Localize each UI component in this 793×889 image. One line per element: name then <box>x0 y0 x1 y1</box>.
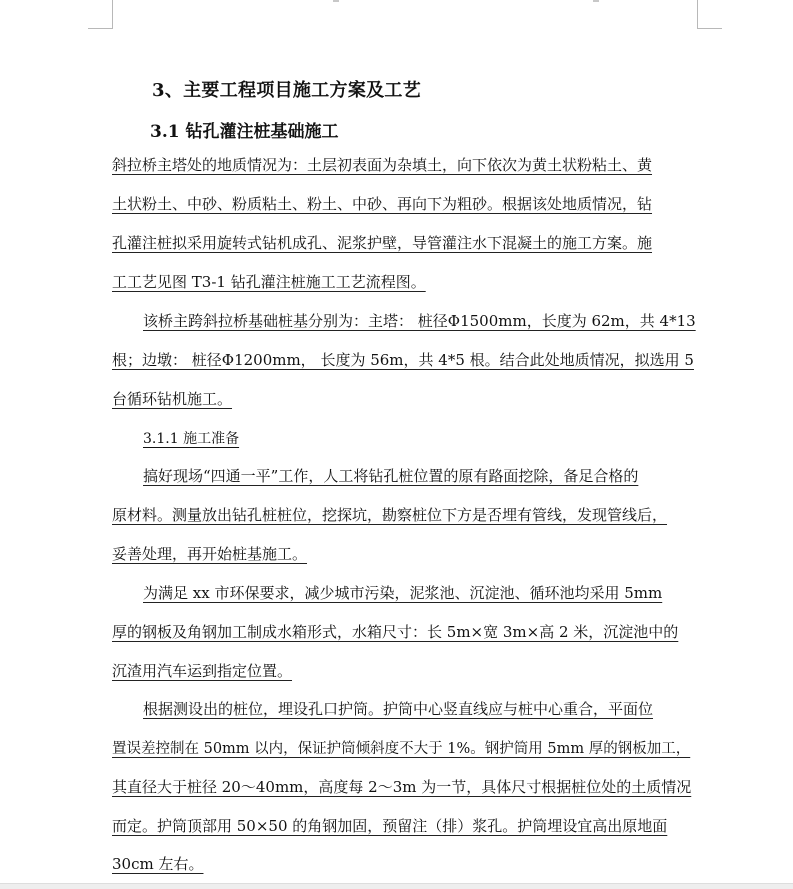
heading-section-3-1: 3.1 钻孔灌注桩基础施工 <box>150 122 339 142</box>
paragraph-line: 根据测设出的桩位，埋设孔口护筒。护筒中心竖直线应与桩中心重合，平面位 <box>143 700 654 718</box>
paragraph-line: 孔灌注桩拟采用旋转式钻机成孔、泥浆护壁，导管灌注水下混凝土的施工方案。施 <box>112 234 653 252</box>
paragraph-line: 原材料。测量放出钻孔桩桩位，挖探坑，勘察桩位下方是否埋有管线，发现管线后， <box>112 506 668 524</box>
paragraph-line: 该桥主跨斜拉桥基础桩基分别为：主塔： 桩径Φ1500mm，长度为 62m，共 4*13 <box>143 312 696 330</box>
paragraph-line: 土状粉土、中砂、粉质粘土、粉土、中砂、再向下为粗砂。根据该处地质情况，钻 <box>112 195 653 213</box>
crop-mark-top-right <box>697 0 722 29</box>
paragraph-line: 置误差控制在 50mm 以内，保证护筒倾斜度不大于 1%。钢护筒用 5mm 厚的钢板加工， <box>112 741 691 757</box>
paragraph-line: 搞好现场“四通一平”工作，人工将钻孔桩位置的原有路面挖除，备足合格的 <box>143 467 639 485</box>
paragraph-line: 工工艺见图 T3-1 钻孔灌注桩施工工艺流程图。 <box>112 273 426 291</box>
ruler-marker <box>593 0 599 2</box>
paragraph-line: 其直径大于桩径 20～40mm，高度每 2～3m 为一节，具体尺寸根据桩位处的土质情况 <box>112 778 692 796</box>
paragraph-line: 为满足 xx 市环保要求，减少城市污染，泥浆池、沉淀池、循环池均采用 5mm <box>143 584 663 602</box>
paragraph-line: 沉渣用汽车运到指定位置。 <box>112 662 293 680</box>
paragraph-line: 厚的钢板及角钢加工制成水箱形式，水箱尺寸：长 5m×宽 3m×高 2 米，沉淀池中的 <box>112 623 679 641</box>
crop-mark-top-left <box>88 0 113 29</box>
paragraph-line: 妥善处理，再开始桩基施工。 <box>112 545 308 563</box>
page-bottom-edge <box>0 883 793 889</box>
heading-section-3: 3、主要工程项目施工方案及工艺 <box>152 80 422 101</box>
paragraph-line: 斜拉桥主塔处的地质情况为：土层初表面为杂填土，向下依次为黄土状粉粘土、黄 <box>112 156 653 174</box>
ruler-marker <box>333 0 339 2</box>
paragraph-line: 根；边墩： 桩径Φ1200mm， 长度为 56m，共 4*5 根。结合此处地质情况，拟选用 5 <box>112 351 694 369</box>
paragraph-line: 而定。护筒顶部用 50×50 的角钢加固，预留注（排）浆孔。护筒埋设宜高出原地面 <box>112 817 668 835</box>
heading-section-3-1-1: 3.1.1 施工准备 <box>143 431 240 447</box>
paragraph-line: 台循环钻机施工。 <box>112 390 233 408</box>
paragraph-line: 30cm 左右。 <box>112 855 204 873</box>
